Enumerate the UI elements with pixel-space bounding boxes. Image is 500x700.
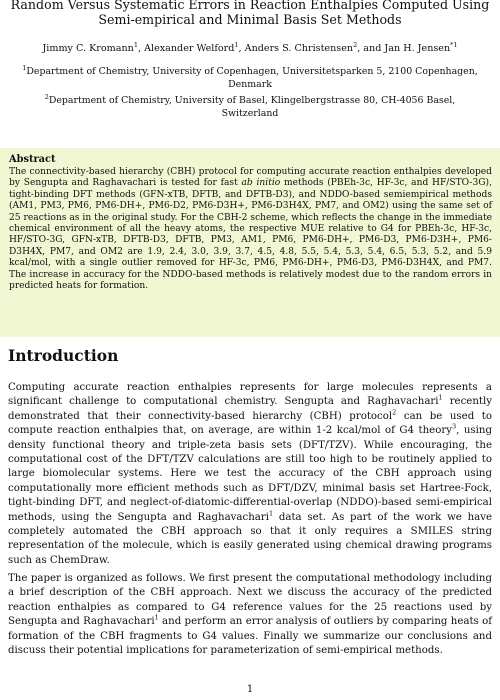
affiliations <box>20 65 480 120</box>
paragraph-text: The paper is organized as follows. We first present the computational methodology including a brief description of the CBH approach. Next we discuss the accuracy of the predicted reaction enthalpies as compared to G4 reference values for the 25 reactions used by Sengupta and Raghavachari <box>8 573 492 628</box>
affiliation-text: Department of Chemistry, University of Copenhagen, Universitetsparken 5, 2100 Copenhagen, Denmark <box>26 66 478 90</box>
citation: 1 <box>438 394 443 403</box>
citation: 1 <box>154 613 159 622</box>
abstract-text <box>9 167 492 292</box>
abstract-text-part: methods (PBEh-3c, HF-3c, and HF/STO-3G), tight-binding DFT methods (GFN-xTB, DFTB, and DFTB-D3), and NDDO-based semiempirical methods (AM1, PM3, PM6, PM6-DH+, PM6-D2, PM6-D3H+, PM6-D3H4X, PM7, and OM2) using the same set of 25 reactions as in the original study. For the CBH-2 scheme, which reflects the change in the immediate chemical environment of all the heavy atoms, the respective MUE relative to G4 for PBEh-3c, HF-3c, HF/STO-3G, GFN-xTB, DFTB-D3, DFTB, PM3, AM1, PM6, PM6-DH+, PM6-D3, PM6-D3H+, PM6-D3H4X, PM7, and OM2 are 1.9, 2.4, 3.0, 3.9, 3.7, 4.5, 4.8, 5.5, 5.4, 5.3, 5.4, 6.5, 5.3, 5.2, and 5.9 kcal/mol, with a single outlier removed for HF-3c, PM6, PM6-DH+, PM6-D3, PM6-D3H4X, and PM7. The increase in accuracy for the NDDO-based methods is relatively modest due to the random errors in predicted heats for formation. <box>9 178 492 292</box>
paragraph-text: and perform an error analysis of outliers by comparing heats of formation of the CBH fragments to G4 values. Finally we summarize our conclusions and discuss their potential implications for parameterization of semi-empirical methods. <box>8 616 492 657</box>
author-affil-mark: 2 <box>353 40 358 49</box>
paper-title <box>0 0 500 27</box>
citation: 2 <box>392 408 397 417</box>
affiliation-mark: 1 <box>22 63 27 72</box>
affiliation-mark: 2 <box>44 92 49 101</box>
paragraph-text: Computing accurate reaction enthalpies represents for large molecules represents a significant challenge to computational chemistry. Sengupta and Raghavachari <box>8 382 492 408</box>
page-number: 1 <box>246 684 254 695</box>
paragraph-text: data set. As part of the work we have completely automated the CBH approach so that it only requires a SMILES string representation of the molecule, which is easily generated using chemical drawing programs such as ChemDraw. <box>8 511 493 566</box>
introduction-paragraph-2 <box>8 572 492 658</box>
author-name: Anders S. Christensen <box>244 43 354 54</box>
author-name: Alexander Welford <box>144 43 235 54</box>
citation: 1 <box>268 509 274 518</box>
author-name: Jan H. Jensen <box>384 43 451 54</box>
affiliation-1 <box>20 65 480 91</box>
abstract-text-part: The connectivity-based hierarchy (CBH) protocol for computing accurate reaction enthalpies developed by Sengupta and Raghavachari is tested for fast <box>9 167 492 189</box>
abstract-italic-term: ab initio <box>241 178 281 189</box>
introduction-paragraph-1 <box>8 381 492 568</box>
author-affil-mark: 1 <box>133 40 138 49</box>
title-line-1: Random Versus Systematic Errors in Reaction Enthalpies Computed Using <box>10 0 490 12</box>
paragraph-text: recently demonstrated that their connectivity-based hierarchy (CBH) protocol <box>8 396 492 422</box>
introduction-heading: Introduction <box>8 346 119 365</box>
abstract-box <box>0 148 500 337</box>
affiliation-2 <box>20 94 480 120</box>
author-affil-mark: 1 <box>234 40 239 49</box>
author-name: Jimmy C. Kromann <box>42 43 134 54</box>
title-line-2: Semi-empirical and Minimal Basis Set Methods <box>98 12 402 27</box>
paragraph-text: can be used to compute reaction enthalpies that, on average, are within 1-2 kcal/mol of G4 theory <box>8 410 492 437</box>
author-list: Jimmy C. Kromann$^1$, Alexander Welford$^1$, Anders S. Christensen$^2$, and Jan H. Jensen$^{*1}$ <box>42 40 458 54</box>
author-affil-mark: *1 <box>450 40 458 49</box>
citation: 3 <box>451 422 457 431</box>
abstract-heading: Abstract <box>9 154 56 165</box>
affiliation-text: Department of Chemistry, University of Basel, Klingelbergstrasse 80, CH-4056 Basel, Switzerland <box>48 95 456 119</box>
paragraph-text: , using density functional theory and triple-zeta basis sets (DFT/TZV). While encouraging, the computational cost of the DFT/TZV calculations are still too high to be routinely applied to large biomolecular systems. Here we test the accuracy of the CBH approach using computationally more efficient methods such as DFT/DZV, minimal basis set Hartree-Fock, tight-binding DFT, and neglect-of-diatomic-differential-overlap (NDDO)-based semi-empirical methods, using the Sengupta and Raghavachari <box>8 425 493 523</box>
